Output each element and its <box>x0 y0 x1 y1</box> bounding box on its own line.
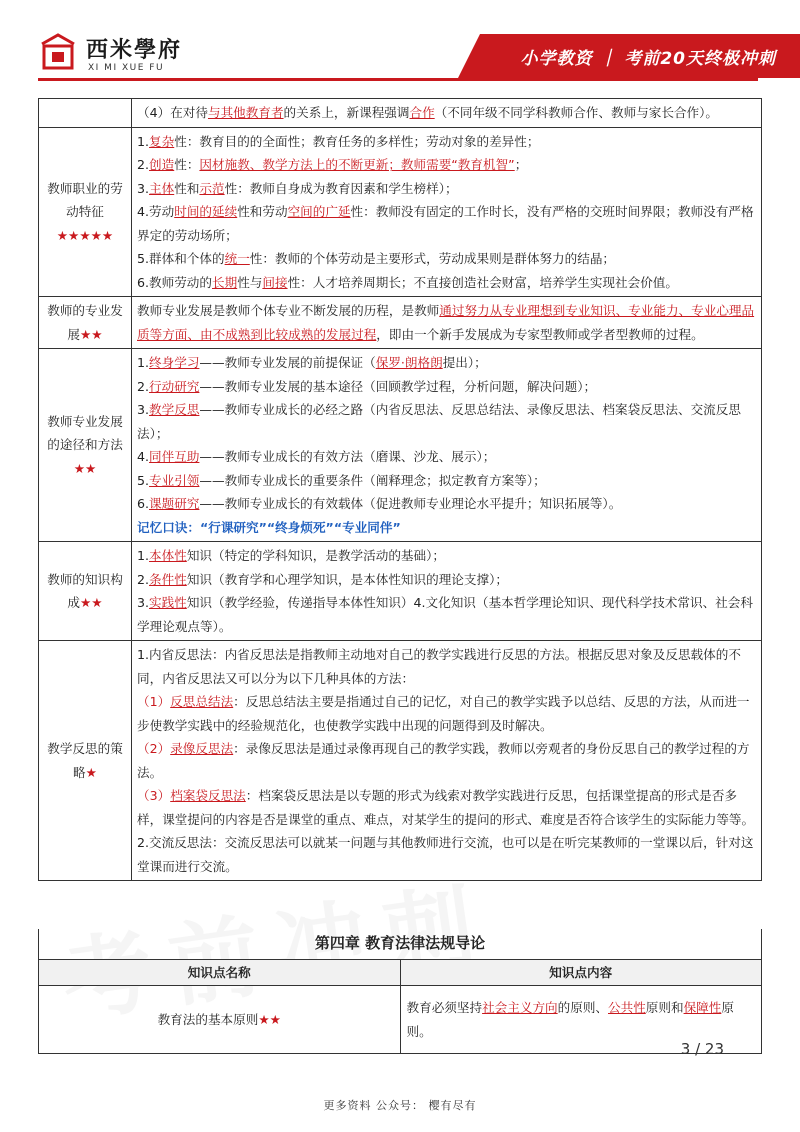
memory-mnemonic: 记忆口诀：“行课研究”“终身烦死”“专业同伴” <box>137 519 401 535</box>
list-item: 5.专业引领——教师专业成长的重要条件（阐释理念；拟定教育方案等）； <box>137 472 546 488</box>
key-label: 教师的知识构成 <box>47 571 123 610</box>
star-rating: ★★ <box>258 1011 281 1027</box>
content-cell <box>132 542 762 641</box>
key-label: 教师专业发展的途径和方法 <box>47 413 123 453</box>
chapter-title-row <box>39 929 762 959</box>
column-header: 知识点名称 <box>39 959 401 986</box>
table-row <box>39 349 762 542</box>
highlight: 合作 <box>409 105 435 120</box>
paragraph: （2）录像反思法：录像反思法是通过录像再现自己的教学实践，教师以旁观者的身份反思自己的教学过程的方法。 <box>137 741 750 780</box>
page-header <box>0 0 800 88</box>
knowledge-table <box>38 98 762 881</box>
paragraph: 1.内省反思法：内省反思法是指教师主动地对自己的教学实践进行反思的方法。根据反思对象及反思载体的不同，内省反思法又可以分为以下几种具体的方法： <box>137 647 741 686</box>
column-header: 知识点内容 <box>400 959 762 986</box>
list-item: 1.本体性知识（特定的学科知识，是教学活动的基础）； <box>137 548 445 563</box>
content-cell: 教育必须坚持社会主义方向的原则、公共性原则和保障性原则。 <box>400 986 762 1054</box>
table-row <box>39 641 762 881</box>
star-rating: ★★★★★ <box>56 227 114 243</box>
list-item: 3.教学反思——教师专业成长的必经之路（内省反思法、反思总结法、录像反思法、档案袋反思法、交流反思法）； <box>137 402 741 441</box>
chapter-table <box>38 929 762 1054</box>
key-label: 教学反思的策略 <box>47 741 123 780</box>
star-rating: ★★ <box>73 460 97 476</box>
list-item: 1.复杂性：教育目的的全面性；教育任务的多样性；劳动对象的差异性； <box>137 133 540 149</box>
page-number: 3 / 23 <box>680 1040 724 1058</box>
list-item: 6.教师劳动的长期性与间接性：人才培养周期长；不直接创造社会财富，培养学生实现社会价值。 <box>137 274 678 290</box>
cooperation-cell <box>132 99 762 128</box>
highlight: 与其他教育者 <box>207 105 284 120</box>
list-item: 3.实践性知识（教学经验，传递指导本体性知识）4.文化知识（基本哲学理论知识、现代科学技术常识、社会科学理论观点等）。 <box>137 595 753 634</box>
header-rule <box>38 78 758 81</box>
star-rating: ★★ <box>80 326 103 342</box>
key-cell <box>39 127 132 297</box>
key-cell <box>39 641 132 881</box>
key-cell <box>39 986 401 1054</box>
list-item: 4.劳动时间的延续性和劳动空间的广延性：教师没有固定的工作时长，没有严格的交班时间界限；教师没有严格界定的劳动场所； <box>137 204 754 243</box>
empty-key-cell <box>39 99 132 128</box>
text: （不同年级不同学科教师合作、教师与家长合作）。 <box>434 105 719 120</box>
key-cell <box>39 542 132 641</box>
list-item: 4.同伴互助——教师专业成长的有效方法（磨课、沙龙、展示）； <box>137 449 496 464</box>
paragraph: （1）反思总结法：反思总结法主要是指通过自己的记忆，对自己的教学实践予以总结、反思的方法，从而进一步使教学实践中的经验规范化，也使教学实践中出现的问题得到及时解决。 <box>137 694 750 733</box>
list-item: 3.主体性和示范性：教师自身成为教育因素和学生榜样）； <box>137 180 458 196</box>
key-label: 教师的专业发展 <box>47 303 123 342</box>
table-row <box>39 127 762 297</box>
list-item: 5.群体和个体的统一性：教师的个体劳动是主要形式，劳动成果则是群体努力的结晶； <box>137 251 615 266</box>
content-cell <box>132 127 762 297</box>
key-label: 教师职业的劳动特征 <box>47 180 123 219</box>
list-item: 1.终身学习——教师专业发展的前提保证（保罗·朗格朗提出）； <box>137 355 487 370</box>
key-cell <box>39 349 132 542</box>
list-item: 2.行动研究——教师专业发展的基本途径（回顾教学过程，分析问题，解决问题）； <box>137 378 597 394</box>
table-row <box>39 986 762 1054</box>
table-row <box>39 99 762 128</box>
paragraph: 教师专业发展是教师个体专业不断发展的历程，是教师通过努力从专业理想到专业知识、专业能力、专业心理品质等方面、由不成熟到比较成熟的发展过程，即由一个新手发展成为专家型教师或学者型教师的过程。 <box>137 303 755 342</box>
logo-icon <box>38 32 78 72</box>
text: 的关系上，新课程强调 <box>283 105 410 120</box>
logo-subtitle: XI MI XUE FU <box>88 63 165 73</box>
content-cell <box>132 641 762 881</box>
text: （4）在对待 <box>137 105 208 120</box>
table-row <box>39 297 762 349</box>
key-cell <box>39 297 132 349</box>
paragraph: （3）档案袋反思法：档案袋反思法是以专题的形式为线索对教学实践进行反思，包括课堂提高的形式是否多样，课堂提问的内容是否是课堂的重点、难点，对某学生的提问的形式、难度是否符合该学生的实际能力等等。 <box>137 788 755 827</box>
list-item: 2.创造性：因材施教、教学方法上的不断更新；教师需要“教育机智”； <box>137 157 528 172</box>
chapter-title-cell <box>39 929 762 959</box>
list-item: 2.条件性知识（教育学和心理学知识，是本体性知识的理论支撑）； <box>137 571 508 587</box>
star-rating: ★★ <box>80 595 103 610</box>
paragraph: 2.交流反思法：交流反思法可以就某一问题与其他教师进行交流，也可以是在听完某教师的一堂课以后，针对这堂课而进行交流。 <box>137 835 754 874</box>
star-rating: ★ <box>85 764 97 780</box>
logo-name: 西米學府 <box>86 38 183 63</box>
key-label: 教育法的基本原则 <box>157 1011 259 1027</box>
list-item: 6.课题研究——教师专业成长的有效载体（促进教师专业理论水平提升；知识拓展等）。 <box>137 496 622 511</box>
chapter-title: 第四章 教育法律法规导论 <box>314 934 486 952</box>
content-cell <box>132 349 762 542</box>
footer-note: 更多资料 公众号： 樱有尽有 <box>323 1099 477 1112</box>
content-cell <box>132 297 762 349</box>
banner-title: 小学教资 ｜ 考前20天终极冲刺 <box>520 49 776 69</box>
table-header-row <box>39 959 762 986</box>
table-row <box>39 542 762 641</box>
